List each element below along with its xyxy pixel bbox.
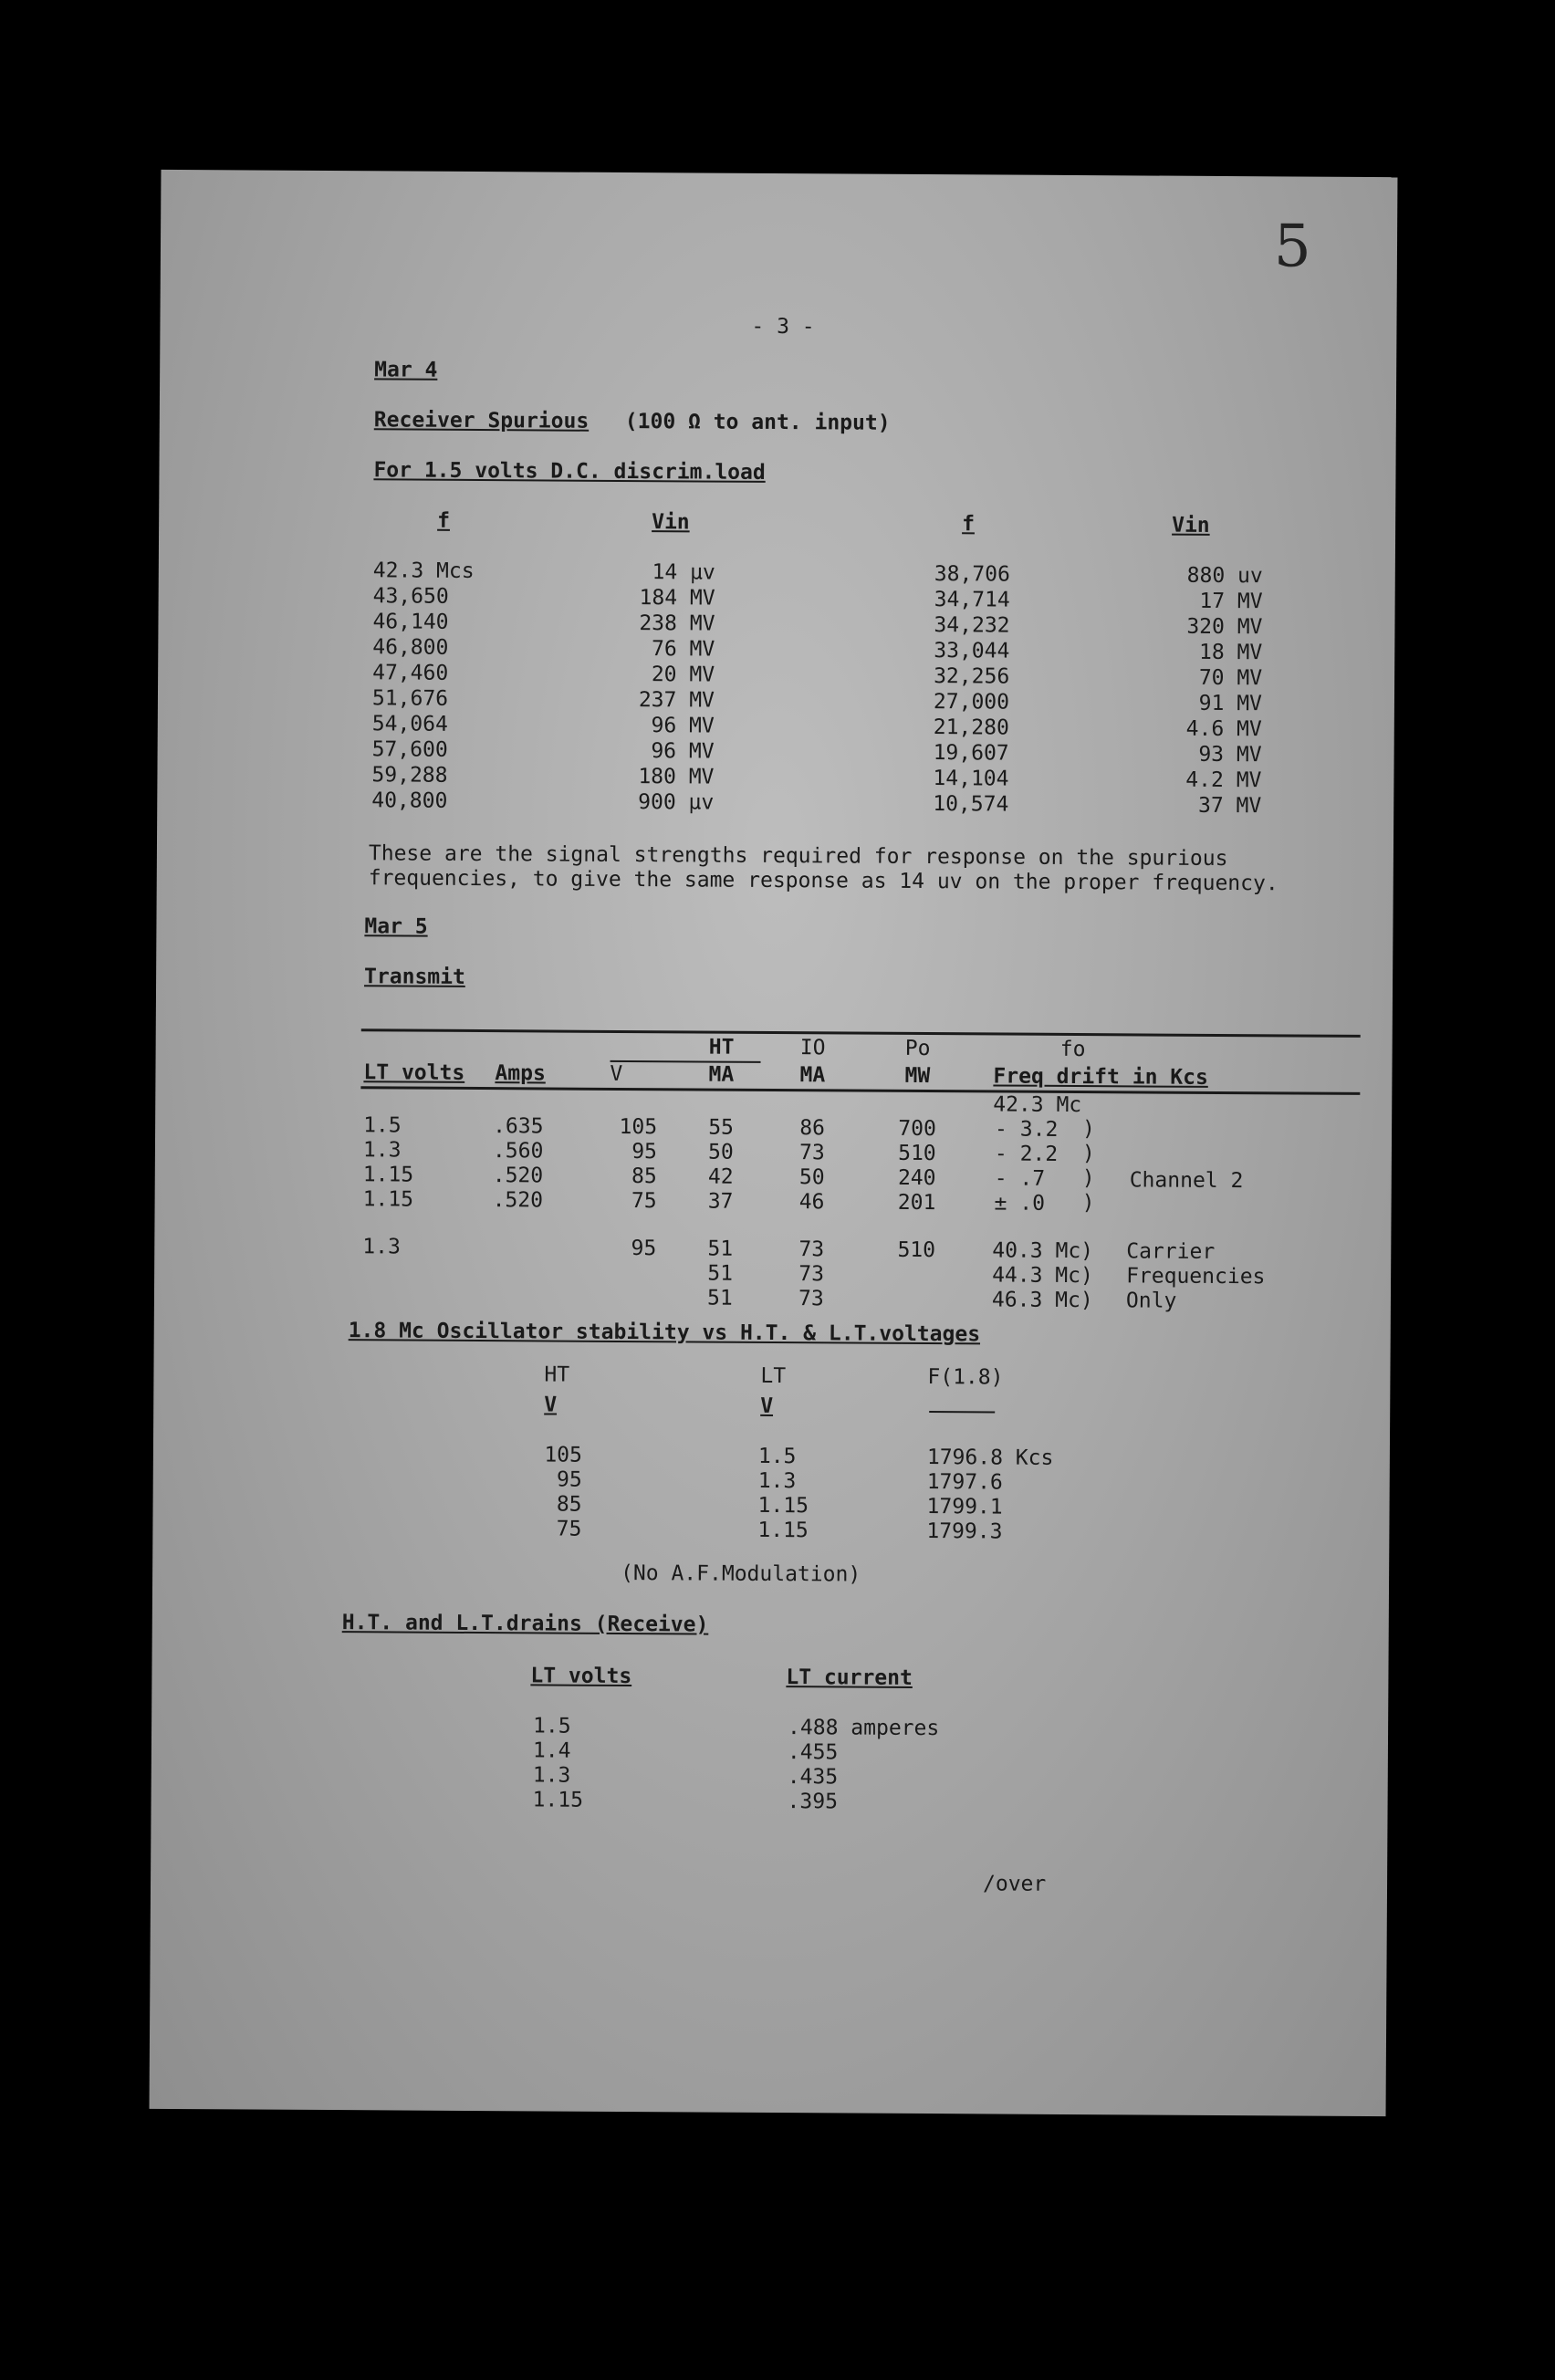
tx-amps: .520 — [492, 1164, 544, 1188]
spurious-f-right: 38,706 — [934, 562, 1010, 587]
drains-title: H.T. and L.T.drains (Receive) — [341, 1611, 709, 1637]
spurious-vin-right: 93 MV — [1198, 742, 1262, 767]
drain-lt-volts: 1.3 — [532, 1763, 571, 1788]
osc-header-ht: HT — [544, 1362, 570, 1387]
carrier-frequency: 44.3 Mc) — [992, 1263, 1093, 1289]
spurious-f-left: 46,800 — [372, 635, 449, 660]
header-fo: fo — [1059, 1037, 1086, 1062]
header-ht-ma: MA — [708, 1062, 735, 1087]
tx-freq-drift: ± .0 — [994, 1191, 1046, 1216]
spurious-f-right: 19,607 — [933, 741, 1009, 766]
tx-ma: 55 — [708, 1115, 735, 1140]
oscillator-title: 1.8 Mc Oscillator stability vs H.T. & L.T.voltages — [348, 1319, 981, 1347]
spurious-f-right: 14,104 — [933, 767, 1009, 791]
spurious-vin-left: 14 µv — [652, 560, 715, 585]
spurious-f-right: 27,000 — [933, 690, 1010, 715]
drain-lt-current: .455 — [787, 1740, 839, 1765]
spurious-vin-left: 238 MV — [639, 611, 715, 636]
tx-ma: 37 — [707, 1189, 734, 1214]
osc-lt: 1.15 — [757, 1518, 809, 1543]
spurious-f-left: 42.3 Mcs — [372, 558, 475, 583]
transmit-title: Transmit — [364, 965, 465, 989]
header-io: IO — [799, 1036, 826, 1060]
header-amps: Amps — [495, 1061, 546, 1086]
carrier-po-mw: 510 — [897, 1237, 936, 1263]
spurious-vin-right: 18 MV — [1198, 640, 1263, 665]
carrier-v: 95 — [631, 1237, 657, 1261]
carrier-frequency: 46.3 Mc) — [991, 1288, 1093, 1313]
carrier-ma: 51 — [707, 1261, 734, 1286]
osc-f-underline — [929, 1411, 995, 1413]
tx-v: 75 — [631, 1189, 657, 1214]
header-freq-drift: Freq drift in Kcs — [993, 1064, 1208, 1090]
drain-lt-current: .488 amperes — [788, 1716, 940, 1741]
carrier-ma: 51 — [707, 1237, 734, 1261]
osc-header-lt: LT — [760, 1363, 787, 1389]
tx-po-mw: 240 — [897, 1165, 936, 1191]
tx-freq-drift: - 3.2 — [995, 1117, 1059, 1142]
spurious-f-left: 54,064 — [371, 712, 448, 736]
spurious-f-left: 57,600 — [371, 737, 448, 762]
osc-frequency: 1799.3 — [926, 1519, 1003, 1544]
spurious-f-right: 34,714 — [934, 588, 1010, 612]
spurious-vin-right: 4.6 MV — [1185, 716, 1262, 742]
bracket: ) — [1081, 1166, 1095, 1191]
carrier-io-ma: 73 — [798, 1287, 824, 1311]
spurious-vin-left: 76 MV — [651, 637, 715, 662]
drains-header-volts: LT volts — [530, 1664, 632, 1689]
carrier-io-ma: 73 — [798, 1237, 825, 1262]
tx-po-mw: 510 — [898, 1141, 936, 1166]
receiver-title: Receiver Spurious — [373, 408, 590, 433]
tx-freq-drift: - .7 — [994, 1166, 1046, 1191]
osc-ht: 95 — [556, 1467, 582, 1492]
tx-po-mw: 201 — [897, 1190, 936, 1216]
spurious-f-right: 33,044 — [934, 639, 1010, 663]
tx-lt-volts: 1.5 — [363, 1113, 402, 1138]
channel-label: Channel 2 — [1129, 1168, 1244, 1194]
tx-v: 85 — [631, 1164, 657, 1189]
carrier-io-ma: 73 — [798, 1262, 825, 1287]
header-v: V — [610, 1061, 623, 1086]
spurious-f-right: 34,232 — [934, 613, 1010, 638]
tx-freq-drift: - 2.2 — [994, 1142, 1059, 1166]
spurious-vin-right: 37 MV — [1197, 793, 1262, 819]
spurious-vin-right: 4.2 MV — [1185, 767, 1262, 793]
spurious-f-left: 51,676 — [371, 686, 449, 711]
tx-amps: .635 — [493, 1114, 544, 1139]
header-lt-volts: LT volts — [363, 1060, 465, 1085]
tx-lt-volts: 1.15 — [362, 1163, 414, 1187]
osc-lt: 1.3 — [757, 1468, 797, 1494]
drain-lt-current: .395 — [787, 1790, 839, 1814]
header-io-ma: MA — [799, 1063, 826, 1088]
tx-io-ma: 86 — [799, 1116, 826, 1141]
drain-lt-current: .435 — [787, 1765, 839, 1790]
osc-header-f: F(1.8) — [927, 1365, 1004, 1390]
col-header-f-left: f — [437, 508, 451, 533]
transmit-top-rule — [361, 1028, 1361, 1038]
tx-lt-volts: 1.3 — [362, 1138, 402, 1163]
drain-lt-volts: 1.15 — [532, 1788, 584, 1812]
spurious-vin-right: 17 MV — [1199, 589, 1263, 614]
spurious-f-right: 21,280 — [933, 715, 1009, 740]
osc-frequency: 1797.6 — [926, 1470, 1003, 1495]
spurious-vin-left: 96 MV — [651, 714, 715, 738]
drain-lt-volts: 1.4 — [532, 1738, 571, 1763]
spurious-f-right: 10,574 — [933, 792, 1009, 817]
page-number: - 3 - — [751, 314, 815, 339]
spurious-f-right: 32,256 — [934, 664, 1010, 689]
header-po-mw: MW — [904, 1063, 931, 1089]
corner-mark: 5 — [1273, 213, 1311, 281]
spurious-vin-right: 320 MV — [1186, 614, 1263, 640]
tx-amps: .560 — [492, 1139, 544, 1164]
drains-header-current: LT current — [786, 1665, 913, 1690]
carrier-note: Only — [1125, 1289, 1177, 1313]
tx-io-ma: 46 — [798, 1190, 825, 1215]
carrier-ma: 51 — [707, 1286, 733, 1310]
receiver-subheading: For 1.5 volts D.C. discrim.load — [373, 458, 766, 485]
spurious-f-left: 47,460 — [372, 661, 449, 685]
osc-ht: 85 — [556, 1492, 582, 1517]
tx-lt-volts: 1.15 — [362, 1187, 414, 1212]
carrier-note: Carrier — [1126, 1239, 1216, 1264]
receiver-note: (100 Ω to ant. input) — [624, 409, 891, 435]
spurious-vin-right: 70 MV — [1198, 665, 1263, 691]
spurious-f-left: 59,288 — [371, 763, 448, 788]
spurious-note-line-1: These are the signal strengths required for response on the spurious — [368, 841, 1228, 872]
fo-first-value: 42.3 Mc — [993, 1092, 1082, 1118]
bracket: ) — [1081, 1191, 1095, 1216]
spurious-note-line-2: frequencies, to give the same response as 14 uv on the proper frequency. — [368, 866, 1278, 896]
spurious-vin-right: 880 uv — [1186, 563, 1263, 589]
spurious-vin-left: 20 MV — [651, 663, 715, 687]
tx-ma: 42 — [707, 1164, 734, 1189]
osc-ht: 75 — [556, 1517, 582, 1541]
carrier-note: Frequencies — [1126, 1264, 1266, 1289]
page-footer: /over — [982, 1872, 1047, 1896]
spurious-vin-left: 96 MV — [651, 739, 715, 764]
mar5-heading: Mar 5 — [364, 914, 428, 939]
osc-header-lt-unit: V — [760, 1394, 774, 1419]
tx-v: 105 — [619, 1114, 658, 1140]
tx-io-ma: 73 — [798, 1141, 825, 1165]
spurious-vin-left: 180 MV — [638, 765, 715, 789]
drain-lt-volts: 1.5 — [533, 1714, 571, 1738]
spurious-f-left: 40,800 — [371, 788, 448, 813]
tx-amps: .520 — [492, 1188, 544, 1213]
spurious-vin-left: 900 µv — [638, 790, 715, 815]
bracket: ) — [1082, 1117, 1096, 1142]
spurious-f-left: 46,140 — [372, 610, 449, 634]
header-ht: HT — [708, 1035, 735, 1060]
osc-frequency: 1799.1 — [926, 1495, 1003, 1519]
mar4-heading: Mar 4 — [374, 358, 438, 382]
carrier-lt-volts: 1.3 — [362, 1235, 401, 1259]
carrier-frequency: 40.3 Mc) — [992, 1238, 1094, 1264]
transmit-header-rule — [360, 1086, 1360, 1095]
tx-po-mw: 700 — [898, 1116, 936, 1142]
bracket: ) — [1081, 1142, 1095, 1166]
header-po: Po — [904, 1036, 931, 1061]
oscillator-note: (No A.F.Modulation) — [621, 1561, 861, 1587]
tx-io-ma: 50 — [798, 1165, 825, 1190]
col-header-vin-left: Vin — [652, 510, 690, 535]
col-header-vin-right: Vin — [1172, 513, 1210, 538]
osc-lt: 1.15 — [757, 1493, 809, 1519]
osc-lt: 1.5 — [757, 1444, 797, 1469]
tx-ma: 50 — [707, 1140, 734, 1164]
spurious-f-left: 43,650 — [372, 584, 449, 609]
osc-ht: 105 — [544, 1443, 582, 1467]
tx-v: 95 — [631, 1140, 658, 1164]
osc-header-ht-unit: V — [544, 1393, 558, 1417]
document-page — [150, 170, 1398, 2116]
spurious-vin-left: 237 MV — [638, 688, 715, 713]
spurious-vin-left: 184 MV — [639, 586, 715, 611]
osc-frequency: 1796.8 Kcs — [926, 1446, 1054, 1470]
spurious-vin-right: 91 MV — [1198, 691, 1263, 716]
col-header-f-right: f — [962, 512, 976, 537]
